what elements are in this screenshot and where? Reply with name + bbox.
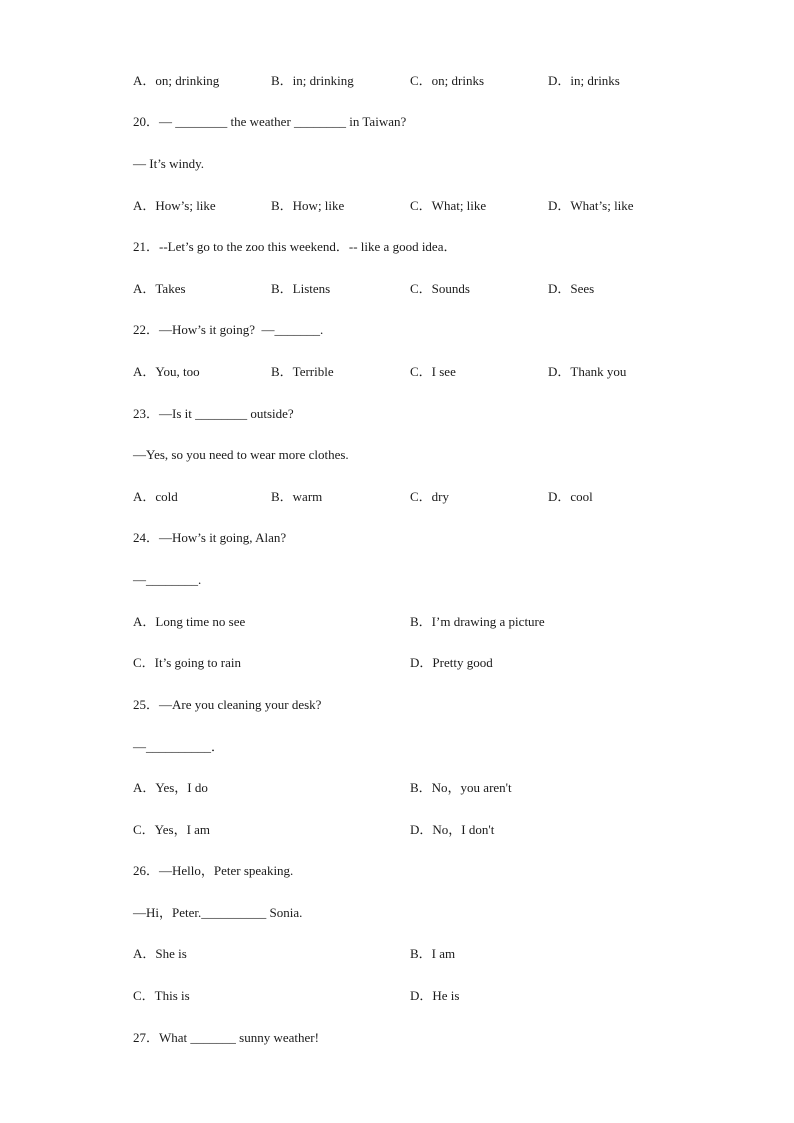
q22-option-d: D．Thank you bbox=[548, 364, 627, 379]
q25-option-b: B．No，you aren't bbox=[410, 780, 512, 795]
q25-reply: —__________． bbox=[133, 739, 225, 754]
q21-option-a: A．Takes bbox=[133, 281, 186, 296]
q24-option-c: C．It’s going to rain bbox=[133, 655, 241, 670]
q22-option-b: B．Terrible bbox=[271, 364, 334, 379]
q21-option-d: D．Sees bbox=[548, 281, 595, 296]
q19-option-b: B．in; drinking bbox=[271, 73, 354, 88]
q26-reply: —Hi，Peter.__________ Sonia. bbox=[133, 905, 303, 920]
q22-stem: 22．—How’s it going? —_______. bbox=[133, 322, 324, 337]
q24-option-d: D．Pretty good bbox=[410, 655, 493, 670]
q24-reply: —________. bbox=[133, 572, 202, 587]
q20-stem: 20．— ________ the weather ________ in Taiwan? bbox=[133, 114, 407, 129]
q23-stem: 23．—Is it ________ outside? bbox=[133, 406, 294, 421]
q20-option-d: D．What’s; like bbox=[548, 198, 634, 213]
q25-option-d: D．No，I don't bbox=[410, 822, 495, 837]
q23-option-b: B．warm bbox=[271, 489, 323, 504]
q20-option-b: B．How; like bbox=[271, 198, 345, 213]
q25-option-a: A．Yes，I do bbox=[133, 780, 208, 795]
q22-option-a: A．You, too bbox=[133, 364, 200, 379]
q25-stem: 25．—Are you cleaning your desk? bbox=[133, 697, 322, 712]
q19-option-d: D．in; drinks bbox=[548, 73, 620, 88]
q19-option-c: C．on; drinks bbox=[410, 73, 485, 88]
q20-option-a: A．How’s; like bbox=[133, 198, 216, 213]
q20-reply: — It’s windy. bbox=[133, 156, 205, 171]
q21-stem: 21．--Let’s go to the zoo this weekend．-- like a good idea． bbox=[133, 239, 457, 254]
q27-stem: 27．What _______ sunny weather! bbox=[133, 1030, 319, 1045]
q22-option-c: C．I see bbox=[410, 364, 456, 379]
q23-option-c: C．dry bbox=[410, 489, 450, 504]
q26-option-d: D．He is bbox=[410, 988, 460, 1003]
q23-option-d: D．cool bbox=[548, 489, 593, 504]
q26-option-b: B．I am bbox=[410, 946, 456, 961]
q24-option-b: B．I’m drawing a picture bbox=[410, 614, 545, 629]
q23-option-a: A．cold bbox=[133, 489, 178, 504]
q21-option-b: B．Listens bbox=[271, 281, 331, 296]
q21-option-c: C．Sounds bbox=[410, 281, 470, 296]
q26-option-c: C．This is bbox=[133, 988, 190, 1003]
q20-option-c: C．What; like bbox=[410, 198, 487, 213]
q19-option-a: A．on; drinking bbox=[133, 73, 220, 88]
q23-reply: —Yes, so you need to wear more clothes. bbox=[133, 447, 349, 462]
q24-option-a: A．Long time no see bbox=[133, 614, 246, 629]
q26-option-a: A．She is bbox=[133, 946, 187, 961]
q24-stem: 24．—How’s it going, Alan? bbox=[133, 530, 287, 545]
q26-stem: 26．—Hello，Peter speaking. bbox=[133, 863, 294, 878]
q25-option-c: C．Yes，I am bbox=[133, 822, 211, 837]
